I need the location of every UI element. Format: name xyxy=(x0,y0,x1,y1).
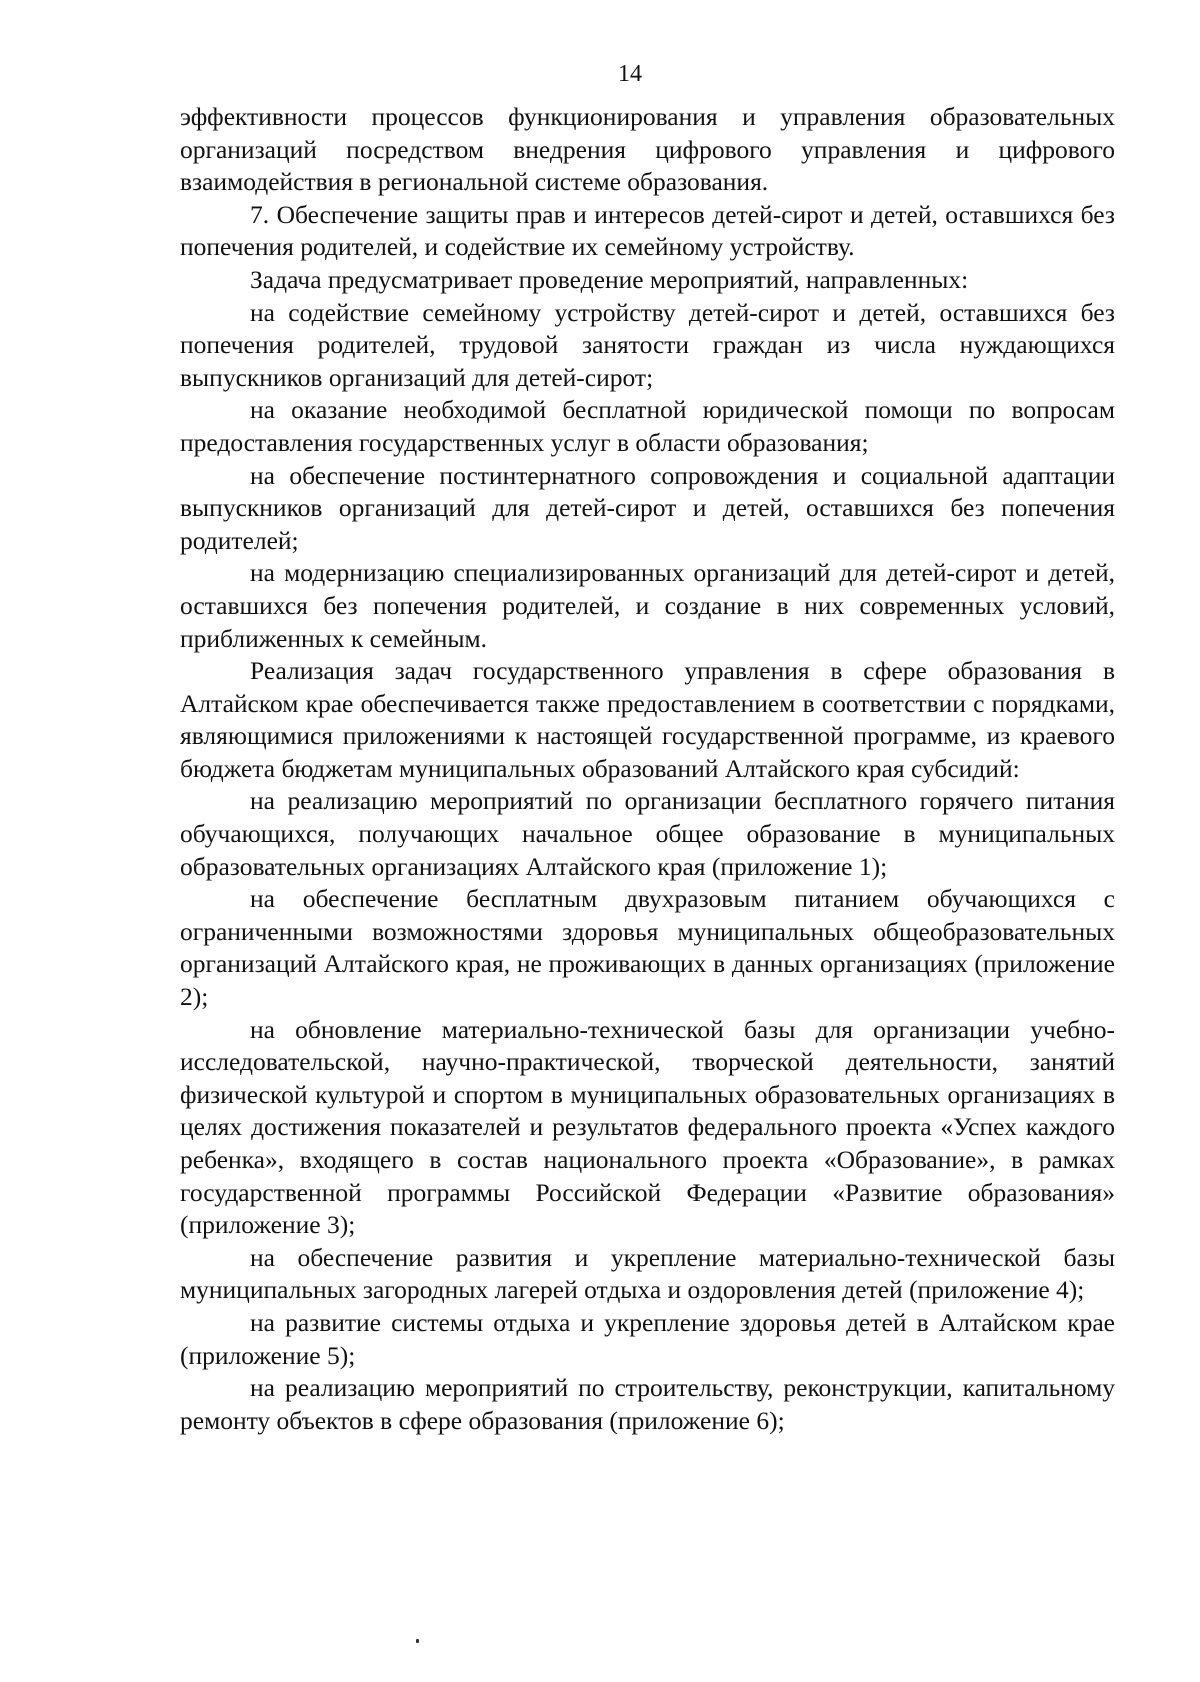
paragraph-task-7: 7. Обеспечение защиты прав и интересов детей-сирот и детей, оставшихся без попечения родителей, и содействие их семейному устройству. xyxy=(180,199,1115,262)
paragraph-appendix-2: на обеспечение бесплатным двухразовым питанием обучающихся с ограниченными возможностями здоровья муниципальных общеобразовательных организаций Алтайского края, не проживающих в данных организациях (приложение 2); xyxy=(180,884,1115,1012)
paragraph-appendix-5: на развитие системы отдыха и укрепление здоровья детей в Алтайском крае (приложение 5); xyxy=(180,1307,1115,1370)
paragraph-post-boarding-support: на обеспечение постинтернатного сопровождения и социальной адаптации выпускников организаций для детей-сирот и детей, оставшихся без попечения родителей; xyxy=(180,460,1115,555)
paragraph-subsidies-intro: Реализация задач государственного управления в сфере образования в Алтайском крае обеспечивается также предоставлением в соответствии с порядками, являющимися приложениями к настоящей государственной программе, из краевого бюджета бюджетам муниципальных образований Алтайского края субсидий: xyxy=(180,656,1115,783)
paragraph-legal-aid: на оказание необходимой бесплатной юридической помощи по вопросам предоставления государственных услуг в области образования; xyxy=(180,395,1115,457)
scan-speck xyxy=(416,1639,419,1643)
paragraph-task-intro: Задача предусматривает проведение мероприятий, направленных: xyxy=(250,264,969,294)
paragraph-continuation: эффективности процессов функционирования и управления образовательных организаций посредством внедрения цифрового управления и цифрового взаимодействия в региональной системе образования. xyxy=(180,102,1115,197)
body-text xyxy=(180,101,1115,1437)
page-number: 14 xyxy=(618,61,642,87)
paragraph-appendix-6: на реализацию мероприятий по строительству, реконструкции, капитальному ремонту объектов в сфере образования (приложение 6); xyxy=(180,1373,1115,1435)
paragraph-family-placement: на содействие семейному устройству детей-сирот и детей, оставшихся без попечения родителей, трудовой занятости граждан из числа нуждающихся выпускников организаций для детей-сирот; xyxy=(180,297,1115,392)
paragraph-appendix-1: на реализацию мероприятий по организации бесплатного горячего питания обучающихся, получающих начальное общее образование в муниципальных образовательных организациях Алтайского края (приложение 1); xyxy=(180,786,1115,881)
paragraph-modernization: на модернизацию специализированных организаций для детей-сирот и детей, оставшихся без попечения родителей, и создание в них современных условий, приближенных к семейным. xyxy=(180,558,1115,653)
paragraph-appendix-4: на обеспечение развития и укрепление материально-технической базы муниципальных загородных лагерей отдыха и оздоровления детей (приложение 4); xyxy=(180,1242,1115,1305)
paragraph-appendix-3: на обновление материально-технической базы для организации учебно-исследовательской, научно-практической, творческой деятельности, занятий физической культурой и спортом в муниципальных образовательных организациях в целях достижения показателей и результатов федерального проекта «Успех каждого ребенка», входящего в состав национального проекта «Образование», в рамках государственной программы Российской Федерации «Развитие образования» (приложение 3); xyxy=(180,1014,1115,1240)
